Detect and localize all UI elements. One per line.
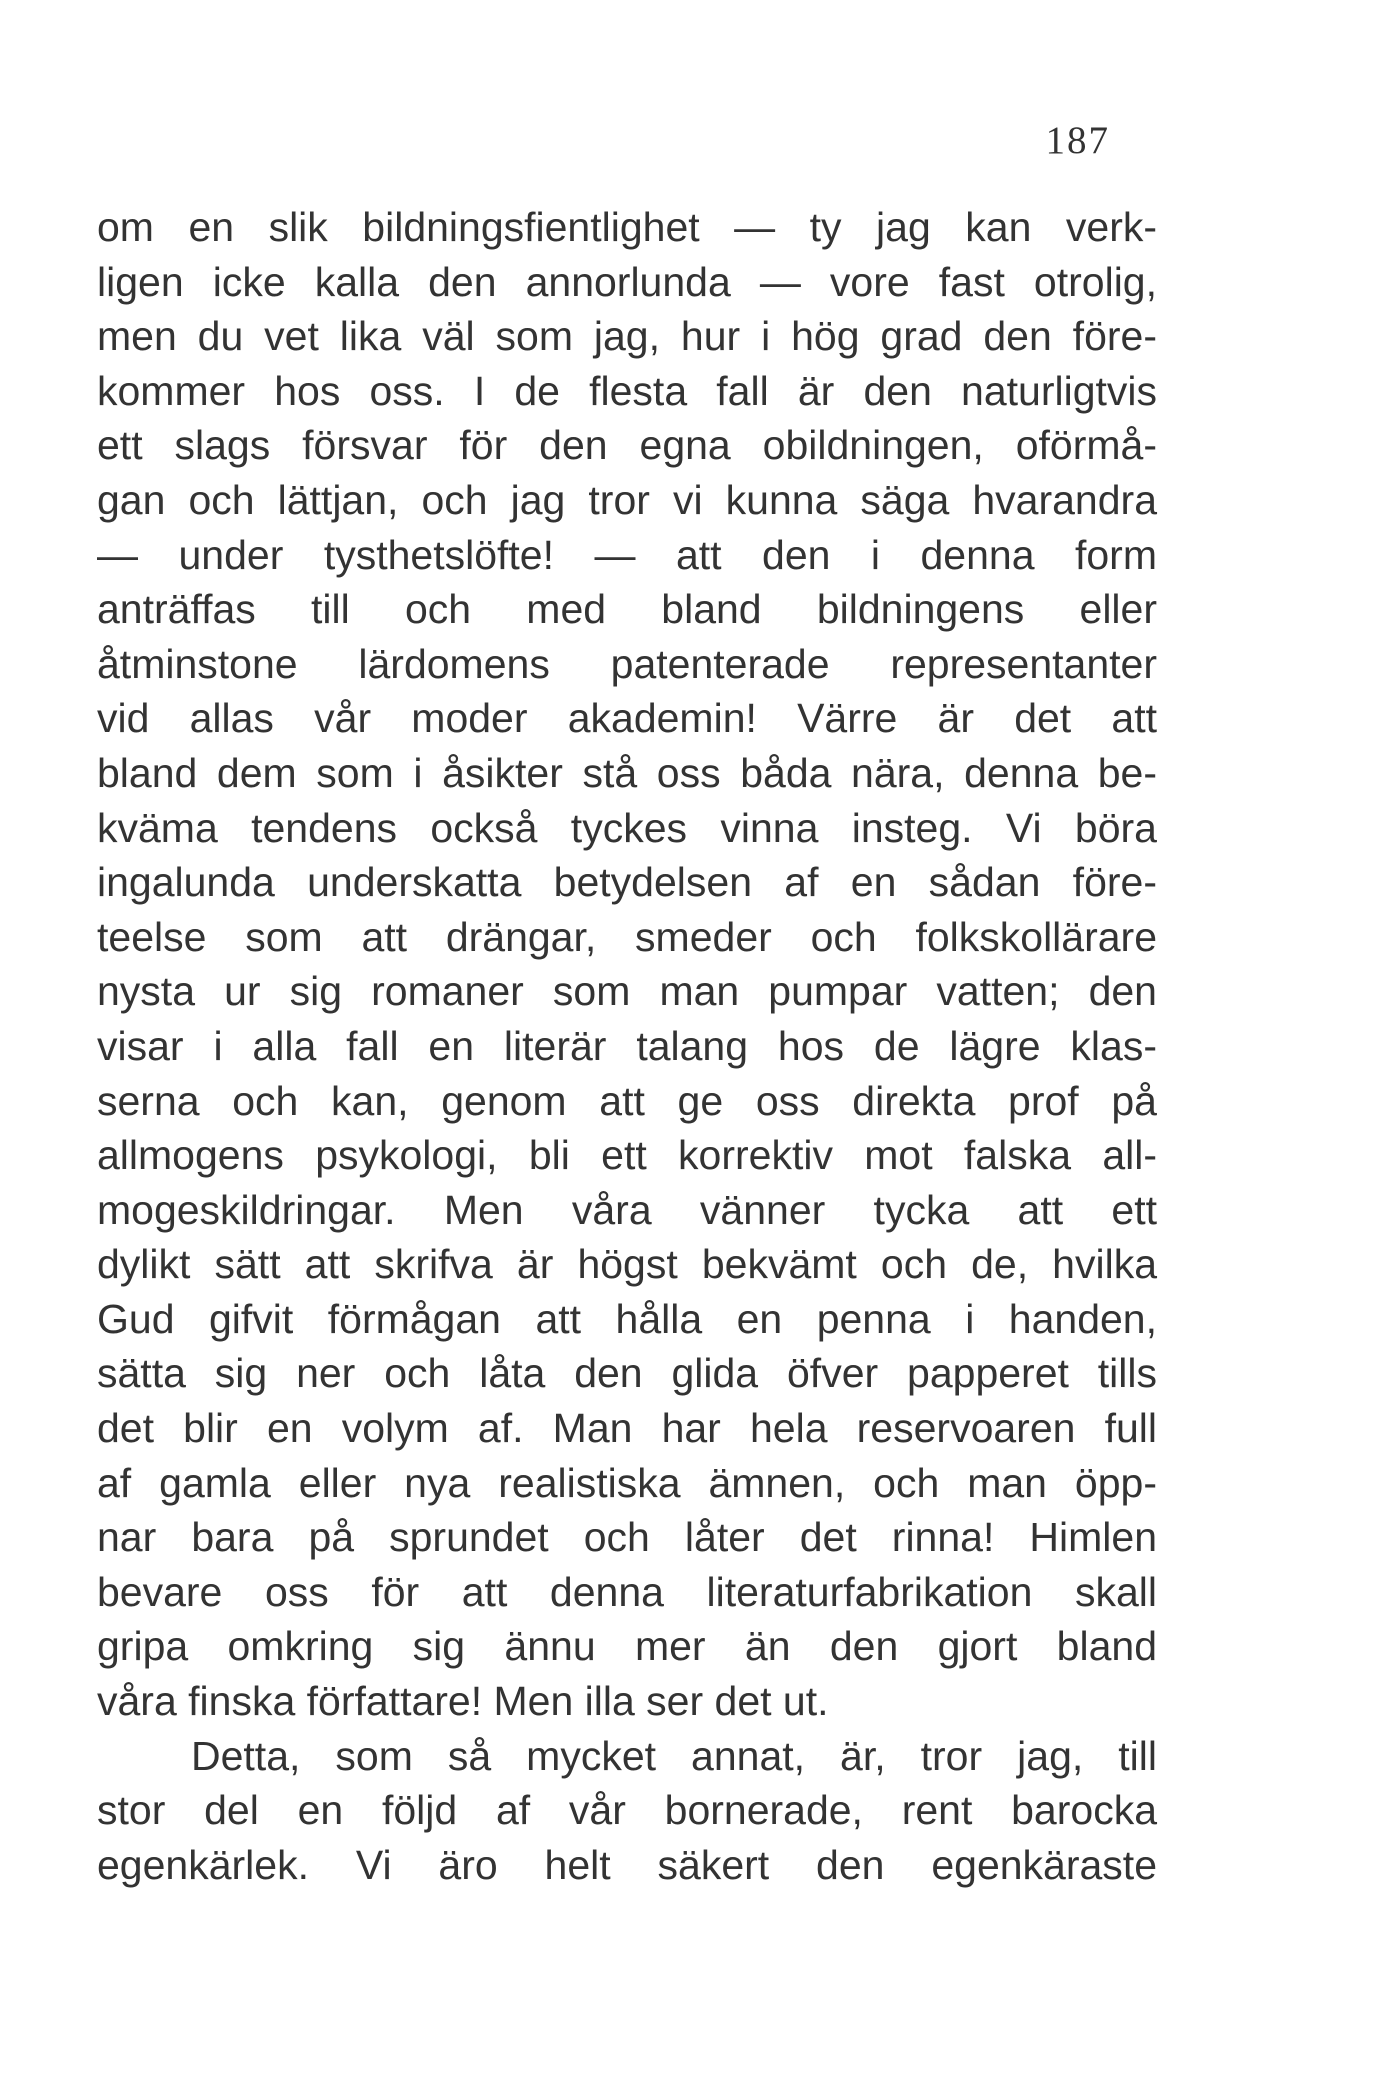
text-line: vid allas vår moder akademin! Värre är det att: [97, 695, 1157, 742]
text-line: af gamla eller nya realistiska ämnen, och man öpp-: [97, 1459, 1157, 1506]
text-line: sätta sig ner och låta den glida öfver papperet tills: [97, 1350, 1157, 1397]
text-line: det blir en volym af. Man har hela reservoaren full: [97, 1405, 1157, 1452]
text-line: allmogens psykologi, bli ett korrektiv mot falska all-: [97, 1132, 1157, 1179]
text-line: bland dem som i åsikter stå oss båda nära, denna be-: [97, 749, 1157, 796]
text-line: om en slik bildningsfientlighet — ty jag kan verk-: [97, 204, 1157, 250]
text-line: kväma tendens också tyckes vinna insteg. Vi böra: [97, 804, 1157, 851]
text-line: serna och kan, genom att ge oss direkta prof på: [97, 1077, 1157, 1124]
text-line: nar bara på sprundet och låter det rinna! Himlen: [97, 1514, 1157, 1561]
text-line: nysta ur sig romaner som man pumpar vatten; den: [97, 968, 1157, 1015]
text-line: våra finska författare! Men illa ser det ut.: [97, 1678, 829, 1725]
paragraph-2: [97, 1729, 1157, 1893]
text-line: teelse som att drängar, smeder och folkskollärare: [97, 913, 1157, 960]
text-line: anträffas till och med bland bildningens eller: [97, 586, 1157, 633]
text-line: visar i alla fall en literär talang hos de lägre klas-: [97, 1022, 1157, 1069]
text-line: Detta, som så mycket annat, är, tror jag, till: [191, 1732, 1157, 1779]
text-line: — under tysthetslöfte! — att den i denna form: [97, 531, 1157, 578]
page-number: 187: [1045, 119, 1110, 162]
text-line: gripa omkring sig ännu mer än den gjort bland: [97, 1623, 1157, 1670]
text-line: stor del en följd af vår bornerade, rent barocka: [97, 1787, 1157, 1834]
text-line: ett slags försvar för den egna obildningen, oförmå-: [97, 422, 1157, 469]
text-line: ligen icke kalla den annorlunda — vore fast otrolig,: [97, 258, 1157, 305]
text-line: Gud gifvit förmågan att hålla en penna i handen,: [97, 1295, 1157, 1342]
body-text: [97, 200, 1157, 1892]
text-line: bevare oss för att denna literaturfabrikation skall: [97, 1568, 1157, 1615]
text-line: mogeskildringar. Men våra vänner tycka att ett: [97, 1186, 1157, 1233]
text-line: ingalunda underskatta betydelsen af en sådan före-: [97, 859, 1157, 906]
text-line: dylikt sätt att skrifva är högst bekvämt och de, hvilka: [97, 1241, 1157, 1288]
paragraph-1: [97, 200, 1157, 1729]
text-line: kommer hos oss. I de flesta fall är den naturligtvis: [97, 367, 1157, 414]
text-line: men du vet lika väl som jag, hur i hög grad den före-: [97, 313, 1157, 360]
text-line: åtminstone lärdomens patenterade representanter: [97, 640, 1157, 687]
text-line: gan och lättjan, och jag tror vi kunna säga hvarandra: [97, 476, 1157, 523]
text-line: egenkärlek. Vi äro helt säkert den egenkäraste: [97, 1841, 1157, 1888]
